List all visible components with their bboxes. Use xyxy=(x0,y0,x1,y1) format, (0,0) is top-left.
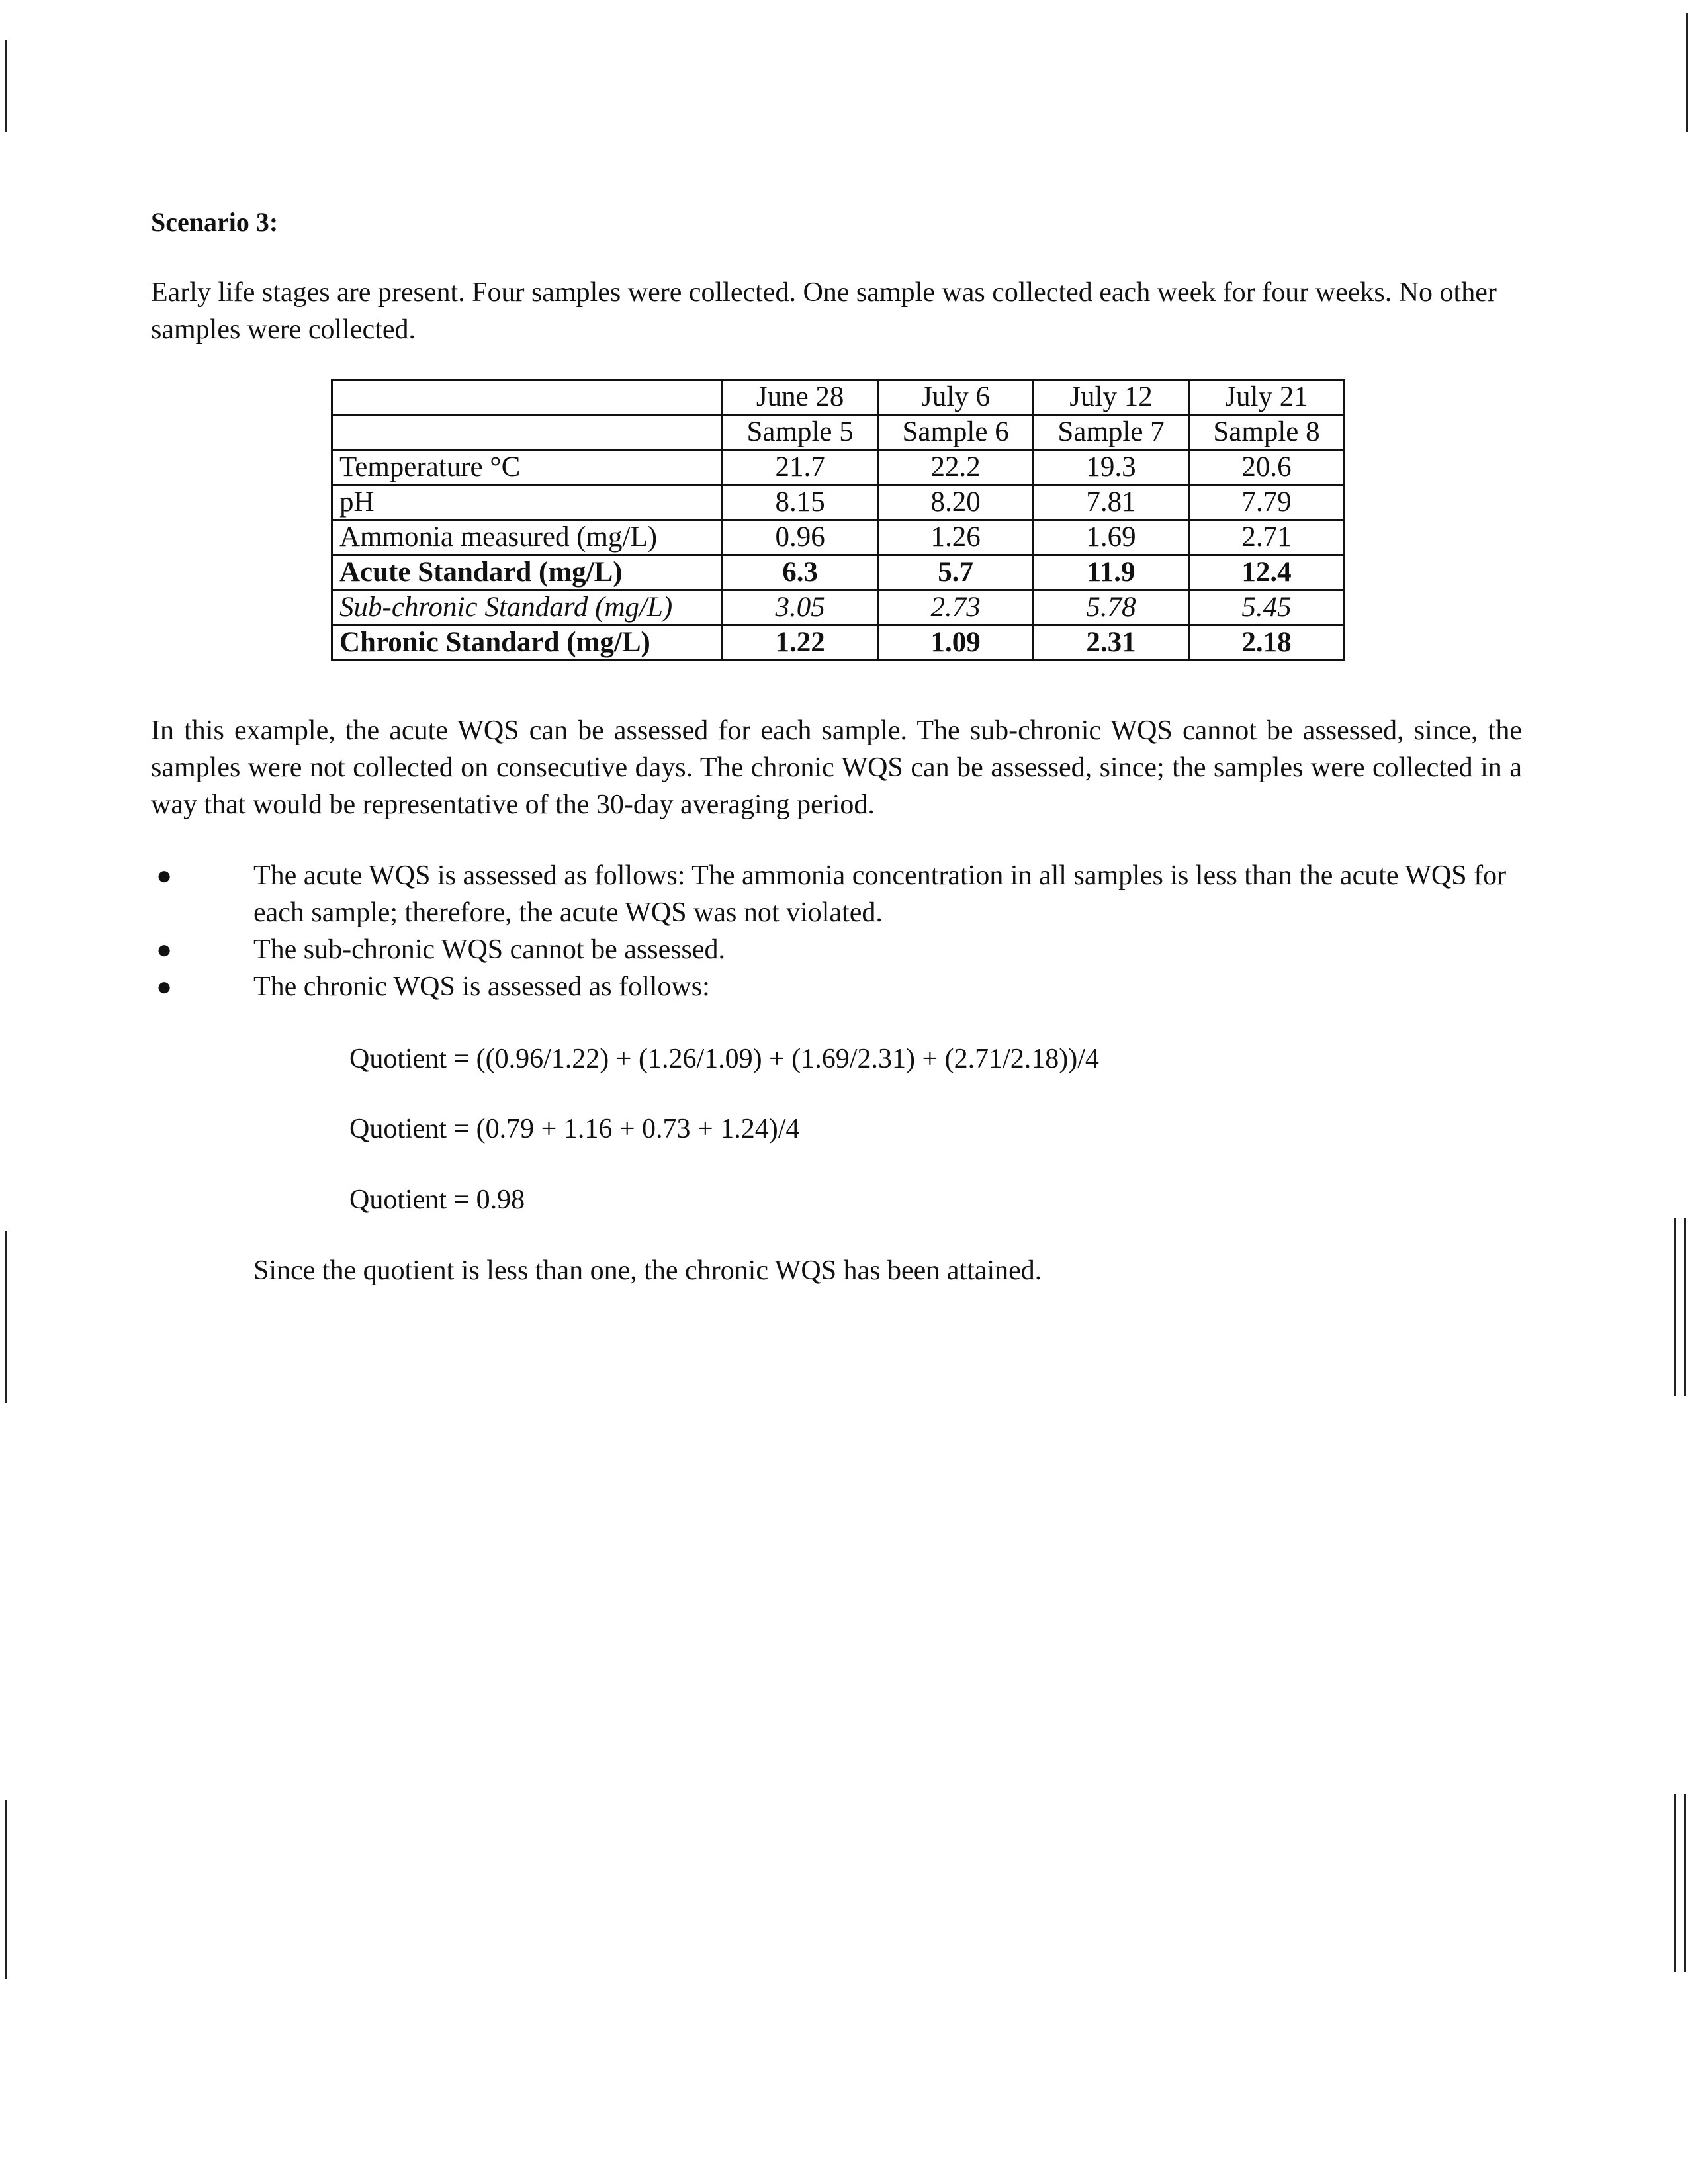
table-cell: 7.79 xyxy=(1189,485,1345,520)
list-item xyxy=(151,857,1527,931)
header-sample: Sample 5 xyxy=(723,415,878,450)
table-cell: 5.78 xyxy=(1034,590,1189,625)
conclusion-text: Since the quotient is less than one, the chronic WQS has been attained. xyxy=(253,1255,1042,1286)
table-cell: 5.45 xyxy=(1189,590,1345,625)
table-cell: 12.4 xyxy=(1189,555,1345,590)
table-cell: 2.71 xyxy=(1189,520,1345,555)
table-header-dates xyxy=(332,380,1345,415)
ammonia-data-table xyxy=(331,379,1345,661)
table-cell: 21.7 xyxy=(723,450,878,485)
intro-paragraph: Early life stages are present. Four samples were collected. One sample was collected each week for four weeks. No other samples were collected. xyxy=(151,277,1497,345)
header-date: July 6 xyxy=(878,380,1034,415)
header-date: July 21 xyxy=(1189,380,1345,415)
table-cell: 7.81 xyxy=(1034,485,1189,520)
table-cell: 8.20 xyxy=(878,485,1034,520)
table-cell: 22.2 xyxy=(878,450,1034,485)
list-item xyxy=(151,931,1527,968)
header-sample: Sample 6 xyxy=(878,415,1034,450)
table-cell: 1.22 xyxy=(723,625,878,660)
header-date: June 28 xyxy=(723,380,878,415)
table-cell: 19.3 xyxy=(1034,450,1189,485)
bullet-text: The chronic WQS is assessed as follows: xyxy=(253,972,710,1002)
bullet-icon: ● xyxy=(156,972,173,1001)
quotient-equation: Quotient = (0.79 + 1.16 + 0.73 + 1.24)/4 xyxy=(349,1114,800,1144)
table-cell: 1.09 xyxy=(878,625,1034,660)
table-cell: 3.05 xyxy=(723,590,878,625)
header-sample: Sample 7 xyxy=(1034,415,1189,450)
table-cell: 2.73 xyxy=(878,590,1034,625)
scan-edge-mark xyxy=(1686,13,1688,132)
scan-edge-mark xyxy=(1684,1794,1686,1972)
bullet-text: The acute WQS is assessed as follows: The ammonia concentration in all samples is less than the acute WQS for each sample; therefore, the acute WQS was not violated. xyxy=(253,860,1507,928)
bullet-icon: ● xyxy=(156,860,173,890)
table-cell: 20.6 xyxy=(1189,450,1345,485)
table-cell: 1.69 xyxy=(1034,520,1189,555)
table-cell: 6.3 xyxy=(723,555,878,590)
table-row-temperature xyxy=(332,450,1345,485)
quotient-result: Quotient = 0.98 xyxy=(349,1185,525,1215)
assessment-paragraph: In this example, the acute WQS can be assessed for each sample. The sub-chronic WQS cannot be assessed, since, the samples were not collected on consecutive days. The chronic WQS can be assessed, since; the samples were collected in a way that would be representative of the 30-day averaging period. xyxy=(151,715,1522,820)
row-label: Temperature °C xyxy=(332,450,723,485)
scan-edge-mark xyxy=(1684,1218,1686,1396)
table-cell: 2.31 xyxy=(1034,625,1189,660)
row-label: Ammonia measured (mg/L) xyxy=(332,520,723,555)
quotient-equation: Quotient = ((0.96/1.22) + (1.26/1.09) + (1.69/2.31) + (2.71/2.18))/4 xyxy=(349,1044,1099,1074)
table-header-samples xyxy=(332,415,1345,450)
header-date: July 12 xyxy=(1034,380,1189,415)
scan-edge-mark xyxy=(5,40,7,132)
row-label: Chronic Standard (mg/L) xyxy=(332,625,723,660)
header-blank-cell xyxy=(332,415,723,450)
row-label: Sub-chronic Standard (mg/L) xyxy=(332,590,723,625)
bullet-list xyxy=(151,857,1527,1005)
list-item xyxy=(151,968,1527,1005)
scan-edge-mark xyxy=(5,1800,7,1979)
table-cell: 1.26 xyxy=(878,520,1034,555)
table-row-acute xyxy=(332,555,1345,590)
header-sample: Sample 8 xyxy=(1189,415,1345,450)
scan-edge-mark xyxy=(1674,1218,1676,1396)
scan-edge-mark xyxy=(1674,1794,1676,1972)
table-row-chronic xyxy=(332,625,1345,660)
table-cell: 8.15 xyxy=(723,485,878,520)
scan-edge-mark xyxy=(5,1231,7,1403)
bullet-text: The sub-chronic WQS cannot be assessed. xyxy=(253,934,726,965)
table-cell: 0.96 xyxy=(723,520,878,555)
table-cell: 11.9 xyxy=(1034,555,1189,590)
row-label: pH xyxy=(332,485,723,520)
scenario-heading: Scenario 3: xyxy=(151,207,279,237)
table-cell: 5.7 xyxy=(878,555,1034,590)
row-label: Acute Standard (mg/L) xyxy=(332,555,723,590)
table-row-ph xyxy=(332,485,1345,520)
bullet-icon: ● xyxy=(156,934,173,964)
table-cell: 2.18 xyxy=(1189,625,1345,660)
table-row-ammonia xyxy=(332,520,1345,555)
table-row-subchronic xyxy=(332,590,1345,625)
header-blank-cell xyxy=(332,380,723,415)
